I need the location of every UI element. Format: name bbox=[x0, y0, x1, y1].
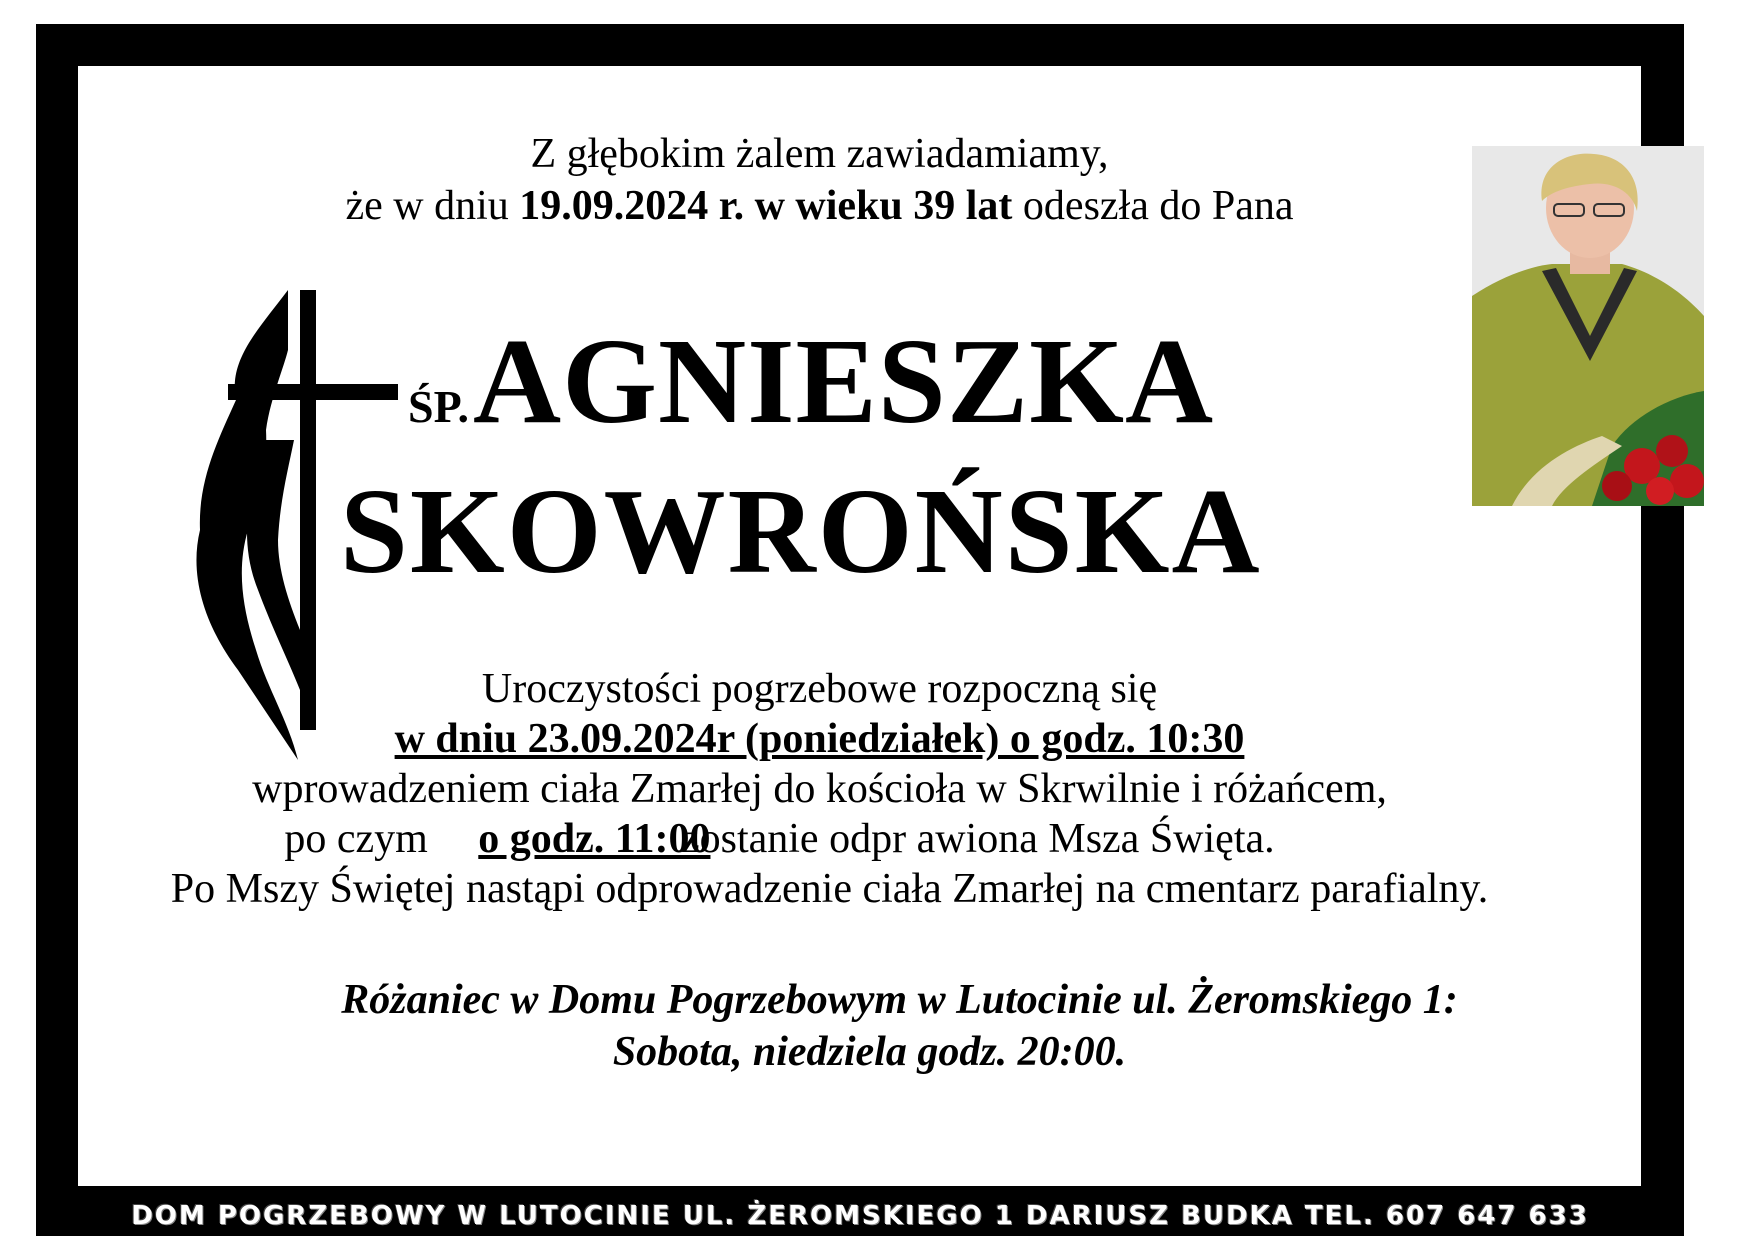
ceremony-line-4: po czym o godz. 11:00 zostanie odpr awiona Msza Święta. bbox=[284, 816, 1275, 862]
intro-line-1: Z głębokim żalem zawiadamiamy, bbox=[530, 131, 1109, 177]
name-prefix: ŚP. bbox=[408, 381, 469, 432]
intro-line-2: że w dniu 19.09.2024 r. w wieku 39 lat odeszła do Pana bbox=[345, 183, 1294, 229]
first-name: AGNIESZKA bbox=[472, 314, 1215, 449]
obituary-panel bbox=[78, 66, 1641, 1186]
ceremony-line-1: Uroczystości pogrzebowe rozpoczną się bbox=[481, 666, 1158, 712]
funeral-home-footer: DOM POGRZEBOWY W LUTOCINIE UL. ŻEROMSKIEGO 1 DARIUSZ BUDKA TEL. 607 647 633 bbox=[131, 1201, 1589, 1231]
mass-time: o godz. 11:00 bbox=[478, 816, 711, 862]
rosary-line-1: Różaniec w Domu Pogrzebowym w Lutocinie ul. Żeromskiego 1: bbox=[341, 977, 1458, 1023]
ceremony-date-time: w dniu 23.09.2024r (poniedziałek) o godz. 10:30 bbox=[394, 716, 1245, 762]
last-name: SKOWROŃSKA bbox=[340, 464, 1262, 599]
death-date-age: 19.09.2024 r. w wieku 39 lat bbox=[519, 183, 1013, 229]
name-first-line bbox=[408, 312, 1308, 452]
ceremony-line-3: wprowadzeniem ciała Zmarłej do kościoła w Skrwilnie i różańcem, bbox=[252, 766, 1387, 812]
rosary-line-2: Sobota, niedziela godz. 20:00. bbox=[612, 1029, 1127, 1075]
ceremony-line-5: Po Mszy Świętej nastąpi odprowadzenie ciała Zmarłej na cmentarz parafialny. bbox=[170, 866, 1489, 912]
portrait-photo bbox=[1472, 146, 1704, 506]
